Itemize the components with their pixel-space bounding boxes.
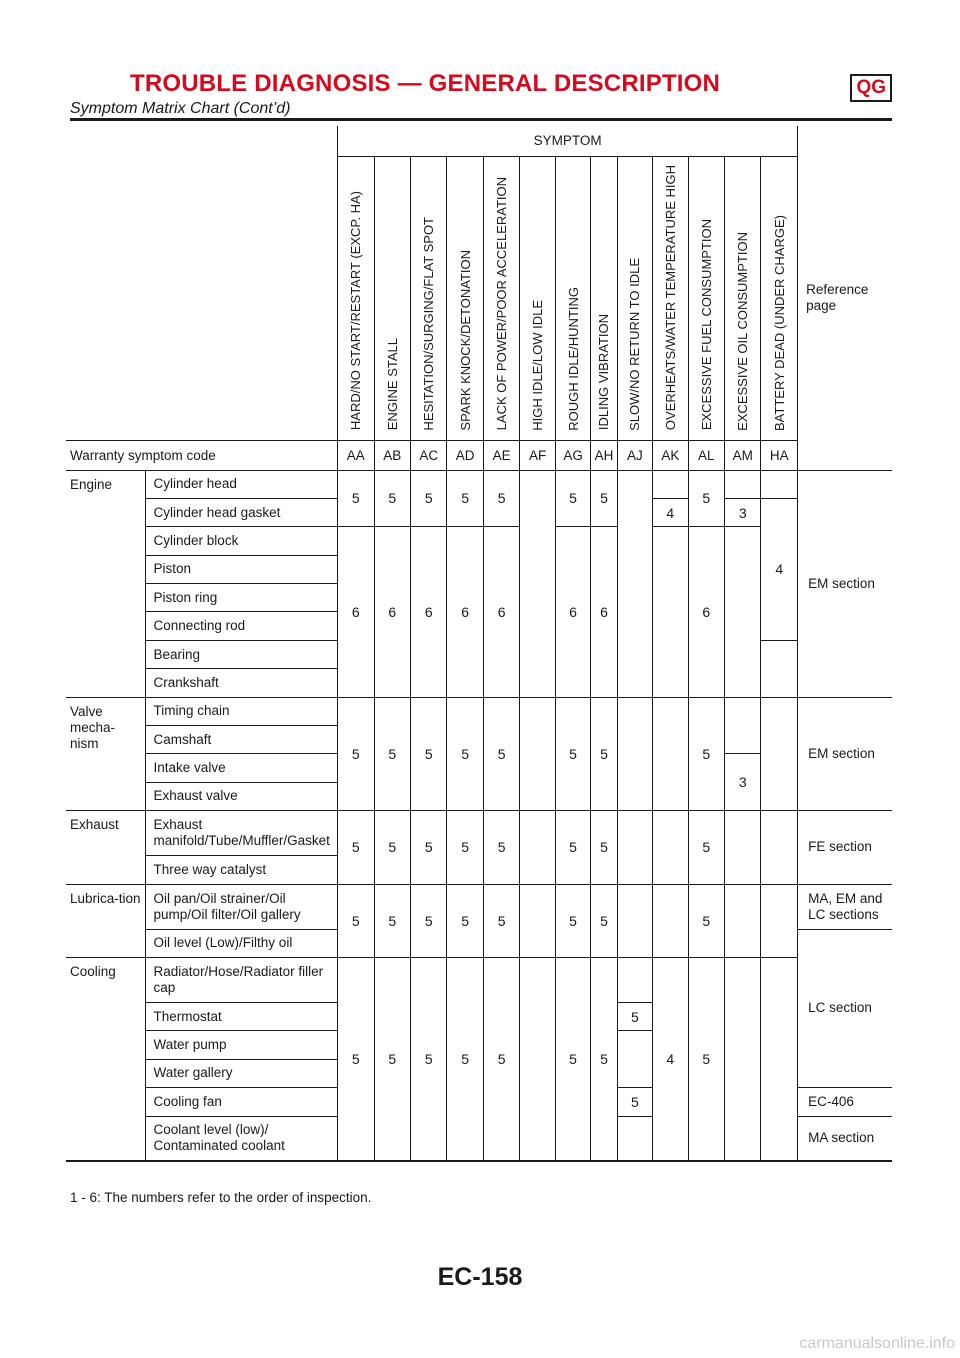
symptom-label: EXCESSIVE FUEL CONSUMPTION xyxy=(698,219,714,431)
empty-cell xyxy=(761,811,798,884)
value-cell: 5 xyxy=(483,470,519,527)
reference-cell: FE section xyxy=(798,811,892,884)
value-cell: 5 xyxy=(688,470,724,527)
value-cell: 6 xyxy=(447,527,483,697)
empty-cell xyxy=(761,697,798,811)
value-cell: 5 xyxy=(410,697,446,811)
empty-cell xyxy=(653,697,688,811)
empty-cell xyxy=(617,1116,652,1161)
empty-cell xyxy=(725,470,761,498)
empty-cell xyxy=(617,884,652,957)
component-connecting-rod: Connecting rod xyxy=(145,612,338,640)
empty-cell xyxy=(725,527,761,697)
value-cell: 5 xyxy=(447,697,483,811)
symptom-code: AJ xyxy=(617,440,652,470)
footnote: 1 - 6: The numbers refer to the order of inspection. xyxy=(70,1190,372,1205)
value-cell: 5 xyxy=(338,697,374,811)
component-coolant-level: Coolant level (low)/ Contaminated coolant xyxy=(145,1116,338,1161)
component-timing-chain: Timing chain xyxy=(145,697,338,725)
value-cell: 5 xyxy=(688,811,724,884)
value-cell: 5 xyxy=(447,884,483,957)
component-cylinder-head-gasket: Cylinder head gasket xyxy=(145,498,338,526)
symptom-code: AE xyxy=(483,440,519,470)
symptom-matrix-table xyxy=(66,126,892,1162)
empty-cell xyxy=(725,884,761,957)
component-thermostat: Thermostat xyxy=(145,1002,338,1030)
symptom-label: ENGINE STALL xyxy=(384,338,400,431)
component-radiator: Radiator/Hose/Radiator filler cap xyxy=(145,957,338,1002)
symptom-code: AL xyxy=(688,440,724,470)
value-cell: 5 xyxy=(591,811,617,884)
symptom-heading: SYMPTOM xyxy=(338,126,798,156)
component-oil-pan: Oil pan/Oil strainer/Oil pump/Oil filter/Oil gallery xyxy=(145,884,338,929)
empty-cell xyxy=(520,957,555,1161)
value-cell: 5 xyxy=(555,811,590,884)
value-cell: 6 xyxy=(483,527,519,697)
symptom-header xyxy=(520,156,555,440)
component-exhaust-manifold: Exhaust manifold/Tube/Muffler/Gasket xyxy=(145,811,338,856)
symptom-label: HARD/NO START/RESTART (EXCP. HA) xyxy=(348,191,364,431)
value-cell: 5 xyxy=(374,697,410,811)
symptom-header xyxy=(653,156,688,440)
value-cell: 5 xyxy=(688,957,724,1161)
empty-cell xyxy=(520,470,555,697)
empty-cell xyxy=(725,811,761,884)
reference-cell: LC section xyxy=(798,929,892,1088)
value-cell: 4 xyxy=(653,957,688,1161)
value-cell: 5 xyxy=(374,811,410,884)
category-valve-mechanism: Valve mecha-nism xyxy=(66,697,145,811)
component-piston: Piston xyxy=(145,555,338,583)
value-cell: 6 xyxy=(410,527,446,697)
symptom-header xyxy=(725,156,761,440)
value-cell: 5 xyxy=(591,697,617,811)
symptom-label: ROUGH IDLE/HUNTING xyxy=(565,286,581,431)
value-cell: 5 xyxy=(555,884,590,957)
component-crankshaft: Crankshaft xyxy=(145,669,338,697)
empty-cell xyxy=(761,640,798,697)
symptom-header xyxy=(761,156,798,440)
value-cell: 5 xyxy=(374,957,410,1161)
reference-cell: EM section xyxy=(798,470,892,697)
component-exhaust-valve: Exhaust valve xyxy=(145,782,338,810)
value-cell: 3 xyxy=(725,498,761,526)
value-cell: 5 xyxy=(555,470,590,527)
symptom-header xyxy=(617,156,652,440)
symptom-code: AM xyxy=(725,440,761,470)
value-cell: 5 xyxy=(374,470,410,527)
empty-cell xyxy=(617,697,652,811)
value-cell: 5 xyxy=(338,957,374,1161)
symptom-header xyxy=(338,156,374,440)
empty-cell xyxy=(617,957,652,1002)
value-cell: 4 xyxy=(761,498,798,640)
symptom-code: AC xyxy=(410,440,446,470)
symptom-label: HESITATION/SURGING/FLAT SPOT xyxy=(421,216,437,431)
value-cell: 5 xyxy=(447,957,483,1161)
empty-cell xyxy=(761,884,798,957)
symptom-label: SPARK KNOCK/DETONATION xyxy=(457,249,473,431)
empty-cell xyxy=(653,884,688,957)
empty-cell xyxy=(520,811,555,884)
symptom-header xyxy=(555,156,590,440)
warranty-label: Warranty symptom code xyxy=(66,440,338,470)
symptom-code: HA xyxy=(761,440,798,470)
value-cell: 5 xyxy=(617,1002,652,1030)
component-cylinder-block: Cylinder block xyxy=(145,527,338,555)
symptom-header xyxy=(447,156,483,440)
empty-cell xyxy=(520,697,555,811)
value-cell: 5 xyxy=(483,957,519,1161)
value-cell: 5 xyxy=(483,884,519,957)
engine-code-badge: QG xyxy=(850,74,892,102)
category-engine: Engine xyxy=(66,470,145,697)
value-cell: 5 xyxy=(591,957,617,1161)
page-title: TROUBLE DIAGNOSIS — GENERAL DESCRIPTION xyxy=(130,70,721,97)
value-cell: 6 xyxy=(338,527,374,697)
value-cell: 5 xyxy=(483,697,519,811)
category-exhaust: Exhaust xyxy=(66,811,145,884)
component-camshaft: Camshaft xyxy=(145,726,338,754)
value-cell: 5 xyxy=(410,957,446,1161)
value-cell: 5 xyxy=(447,470,483,527)
symptom-label: BATTERY DEAD (UNDER CHARGE) xyxy=(771,214,787,431)
value-cell: 6 xyxy=(555,527,590,697)
value-cell: 5 xyxy=(688,884,724,957)
category-lubrication: Lubrica-tion xyxy=(66,884,145,957)
value-cell: 5 xyxy=(555,957,590,1161)
value-cell: 5 xyxy=(374,884,410,957)
component-piston-ring: Piston ring xyxy=(145,584,338,612)
symptom-code: AG xyxy=(555,440,590,470)
empty-cell xyxy=(761,470,798,498)
reference-cell: MA, EM and LC sections xyxy=(798,884,892,929)
value-cell: 5 xyxy=(338,811,374,884)
empty-cell xyxy=(617,1031,652,1088)
symptom-header xyxy=(410,156,446,440)
page-subtitle: Symptom Matrix Chart (Cont’d) xyxy=(70,100,291,117)
empty-cell xyxy=(653,470,688,498)
component-water-pump: Water pump xyxy=(145,1031,338,1059)
component-water-gallery: Water gallery xyxy=(145,1059,338,1087)
value-cell: 5 xyxy=(483,811,519,884)
symptom-code: AF xyxy=(520,440,555,470)
value-cell: 5 xyxy=(338,884,374,957)
value-cell: 6 xyxy=(591,527,617,697)
component-bearing: Bearing xyxy=(145,640,338,668)
value-cell: 4 xyxy=(653,498,688,526)
value-cell: 5 xyxy=(447,811,483,884)
empty-cell xyxy=(617,811,652,884)
value-cell: 5 xyxy=(688,697,724,811)
value-cell: 6 xyxy=(374,527,410,697)
value-cell: 5 xyxy=(555,697,590,811)
page-number: EC-158 xyxy=(437,1263,523,1291)
empty-cell xyxy=(653,811,688,884)
value-cell: 5 xyxy=(591,884,617,957)
component-intake-valve: Intake valve xyxy=(145,754,338,782)
symptom-code: AD xyxy=(447,440,483,470)
symptom-label: OVERHEATS/WATER TEMPERATURE HIGH xyxy=(662,165,678,431)
blank-corner xyxy=(66,126,338,440)
symptom-code: AA xyxy=(338,440,374,470)
value-cell: 6 xyxy=(688,527,724,697)
empty-cell xyxy=(725,957,761,1161)
empty-cell xyxy=(725,697,761,754)
reference-cell: EC-406 xyxy=(798,1088,892,1116)
symptom-header xyxy=(591,156,617,440)
header-rule xyxy=(70,118,892,121)
symptom-header xyxy=(374,156,410,440)
symptom-code: AH xyxy=(591,440,617,470)
watermark: carmanualsonline.info xyxy=(799,1335,955,1352)
empty-cell xyxy=(617,470,652,697)
reference-cell: EM section xyxy=(798,697,892,811)
symptom-label: HIGH IDLE/LOW IDLE xyxy=(530,299,546,431)
symptom-header xyxy=(483,156,519,440)
symptom-header xyxy=(688,156,724,440)
value-cell: 5 xyxy=(617,1088,652,1116)
value-cell: 5 xyxy=(591,470,617,527)
symptom-code: AB xyxy=(374,440,410,470)
value-cell: 5 xyxy=(410,811,446,884)
empty-cell xyxy=(653,527,688,697)
component-three-way-catalyst: Three way catalyst xyxy=(145,856,338,884)
symptom-code: AK xyxy=(653,440,688,470)
reference-heading: Reference page xyxy=(798,126,892,470)
component-oil-level: Oil level (Low)/Filthy oil xyxy=(145,929,338,957)
symptom-label: SLOW/NO RETURN TO IDLE xyxy=(627,257,643,431)
empty-cell xyxy=(761,957,798,1161)
value-cell: 5 xyxy=(410,884,446,957)
component-cooling-fan: Cooling fan xyxy=(145,1088,338,1116)
reference-cell: MA section xyxy=(798,1116,892,1161)
value-cell: 5 xyxy=(410,470,446,527)
component-cylinder-head: Cylinder head xyxy=(145,470,338,498)
symptom-label: LACK OF POWER/POOR ACCELERATION xyxy=(494,177,510,431)
value-cell: 5 xyxy=(338,470,374,527)
category-cooling: Cooling xyxy=(66,957,145,1161)
symptom-label: EXCESSIVE OIL CONSUMPTION xyxy=(735,231,751,431)
symptom-label: IDLING VIBRATION xyxy=(596,314,612,431)
value-cell: 3 xyxy=(725,754,761,811)
empty-cell xyxy=(520,884,555,957)
